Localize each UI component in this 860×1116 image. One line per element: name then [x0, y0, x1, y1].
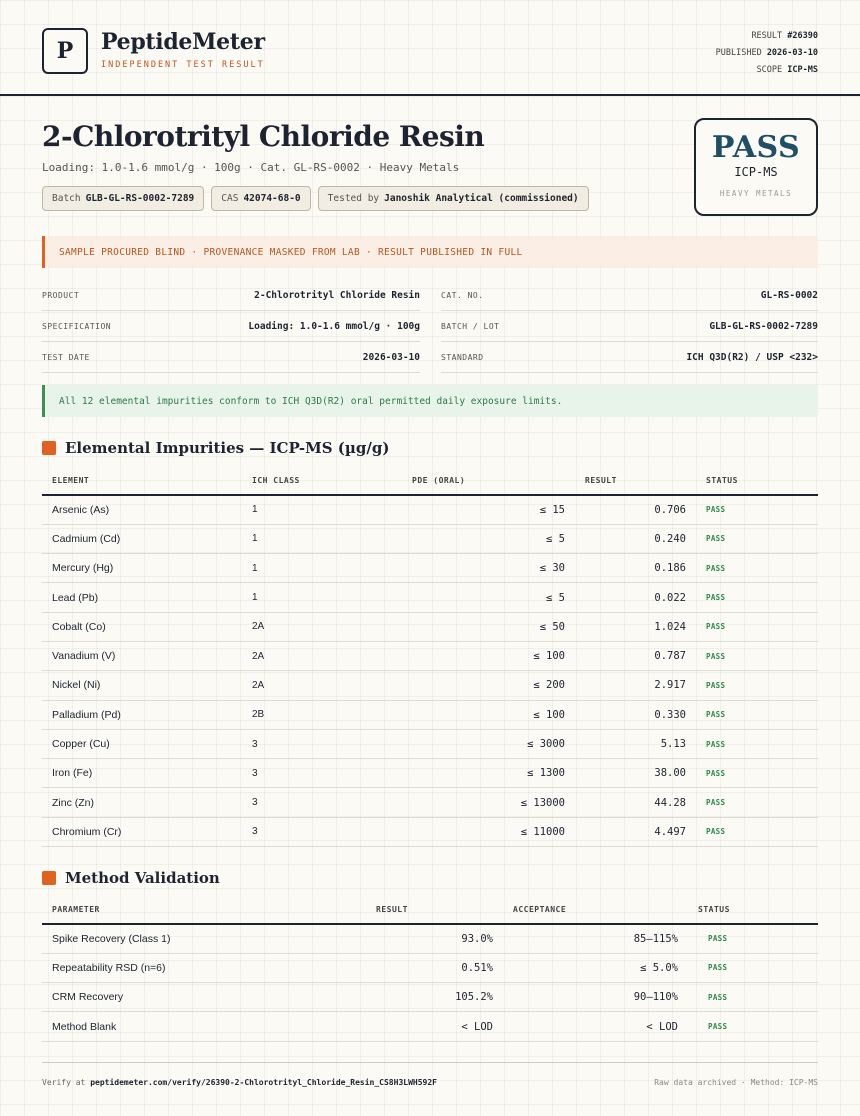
impurities-section-head [42, 439, 389, 457]
element-name: Cobalt (Co) [42, 612, 242, 641]
result-value: 0.186 [575, 554, 696, 583]
info-label: TEST DATE [42, 352, 90, 362]
table-row [42, 700, 818, 729]
result-id: #26390 [787, 31, 818, 41]
result-value: 38.00 [575, 759, 696, 788]
table-row [42, 759, 818, 788]
result-value: 93.0% [366, 924, 503, 953]
status-badge: PASS [696, 817, 818, 846]
col-status: STATUS [688, 896, 818, 924]
col-pde: PDE (ORAL) [402, 467, 575, 495]
table-row [42, 583, 818, 612]
status-badge: PASS [696, 641, 818, 670]
info-value: 2026-03-10 [362, 351, 420, 363]
verify-prefix: Verify at [42, 1078, 86, 1087]
ich-class: 2A [242, 641, 402, 670]
element-name: Zinc (Zn) [42, 788, 242, 817]
batch-chip [42, 186, 204, 211]
verify-line [42, 1078, 437, 1087]
badge-scope: HEAVY METALS [719, 189, 793, 198]
status-badge: PASS [696, 788, 818, 817]
scope-label: SCOPE [756, 65, 783, 75]
element-name: Chromium (Cr) [42, 817, 242, 846]
ich-class: 3 [242, 788, 402, 817]
table-row [42, 554, 818, 583]
table-row [42, 1012, 818, 1041]
info-label: STANDARD [441, 352, 484, 362]
validation-section-head [42, 869, 220, 887]
pde-limit: ≤ 30 [402, 554, 575, 583]
pde-limit: ≤ 100 [402, 700, 575, 729]
impurities-table [42, 467, 818, 847]
result-value: 2.917 [575, 671, 696, 700]
parameter-name: CRM Recovery [42, 983, 366, 1012]
ich-class: 3 [242, 759, 402, 788]
brand-tagline: INDEPENDENT TEST RESULT [101, 60, 265, 70]
table-row [42, 671, 818, 700]
result-value: 0.787 [575, 641, 696, 670]
table-row [42, 612, 818, 641]
pass-badge [694, 118, 818, 216]
info-value: ICH Q3D(R2) / USP <232> [686, 351, 818, 363]
table-row [42, 817, 818, 846]
validation-title: Method Validation [65, 869, 220, 887]
element-name: Vanadium (V) [42, 641, 242, 670]
col-result: RESULT [575, 467, 696, 495]
ich-class: 1 [242, 524, 402, 553]
table-header-row [42, 896, 818, 924]
pde-limit: ≤ 5 [402, 583, 575, 612]
table-row [42, 524, 818, 553]
product-subtitle: Loading: 1.0-1.6 mmol/g · 100g · Cat. GL-RS-0002 · Heavy Metals [42, 161, 460, 174]
published-label: PUBLISHED [715, 48, 762, 58]
status-badge: PASS [688, 1012, 818, 1041]
result-value: 1.024 [575, 612, 696, 641]
info-value: GLB-GL-RS-0002-7289 [709, 320, 818, 332]
col-status: STATUS [696, 467, 818, 495]
header-divider [0, 94, 860, 96]
info-row-standard [441, 342, 818, 373]
section-marker [42, 871, 56, 885]
status-badge: PASS [688, 924, 818, 953]
status-badge: PASS [696, 524, 818, 553]
result-meta [716, 28, 818, 79]
validation-table [42, 896, 818, 1042]
table-row [42, 641, 818, 670]
element-name: Iron (Fe) [42, 759, 242, 788]
result-value: 44.28 [575, 788, 696, 817]
chip-value: GLB-GL-RS-0002-7289 [85, 193, 195, 204]
col-element: ELEMENT [42, 467, 242, 495]
parameter-name: Repeatability RSD (n=6) [42, 953, 366, 982]
verdict: PASS [711, 130, 801, 165]
ich-class: 2A [242, 612, 402, 641]
chip-label: CAS [221, 193, 239, 204]
col-class: ICH CLASS [242, 467, 402, 495]
published-date: 2026-03-10 [766, 48, 818, 58]
chip-row [42, 186, 589, 211]
acceptance-range: < LOD [503, 1012, 688, 1041]
info-label: CAT. NO. [441, 290, 484, 300]
ich-class: 3 [242, 729, 402, 758]
col-acceptance: ACCEPTANCE [503, 896, 688, 924]
pde-limit: ≤ 1300 [402, 759, 575, 788]
col-result: RESULT [366, 896, 503, 924]
acceptance-range: 85–115% [503, 924, 688, 953]
section-marker [42, 441, 56, 455]
element-name: Mercury (Hg) [42, 554, 242, 583]
result-value: 0.51% [366, 953, 503, 982]
element-name: Nickel (Ni) [42, 671, 242, 700]
ich-class: 2A [242, 671, 402, 700]
provenance-notice: SAMPLE PROCURED BLIND · PROVENANCE MASKED FROM LAB · RESULT PUBLISHED IN FULL [42, 236, 818, 268]
col-parameter: PARAMETER [42, 896, 366, 924]
info-label: PRODUCT [42, 290, 80, 300]
logo-mark: P [42, 28, 88, 74]
table-row [42, 953, 818, 982]
info-label: BATCH / LOT [441, 321, 500, 331]
impurities-title: Elemental Impurities — ICP-MS (µg/g) [65, 439, 390, 457]
pde-limit: ≤ 11000 [402, 817, 575, 846]
ich-class: 1 [242, 554, 402, 583]
chip-label: Batch [52, 193, 81, 204]
info-value: 2-Chlorotrityl Chloride Resin [254, 289, 420, 301]
status-badge: PASS [696, 583, 818, 612]
result-value: 5.13 [575, 729, 696, 758]
table-header-row [42, 467, 818, 495]
scope-value: ICP-MS [787, 65, 818, 75]
result-value: < LOD [366, 1012, 503, 1041]
status-badge: PASS [696, 729, 818, 758]
pde-limit: ≤ 100 [402, 641, 575, 670]
status-badge: PASS [696, 700, 818, 729]
chip-value: 42074-68-0 [243, 193, 301, 204]
info-row-date [42, 342, 420, 373]
info-label: SPECIFICATION [42, 321, 112, 331]
element-name: Arsenic (As) [42, 495, 242, 524]
status-badge: PASS [696, 671, 818, 700]
footer-note: Raw data archived · Method: ICP-MS [654, 1078, 818, 1087]
chip-label: Tested by [327, 193, 380, 204]
status-badge: PASS [696, 759, 818, 788]
chip-value: Janoshik Analytical (commissioned) [384, 193, 579, 204]
element-name: Lead (Pb) [42, 583, 242, 612]
result-value: 0.240 [575, 524, 696, 553]
ich-class: 2B [242, 700, 402, 729]
status-badge: PASS [696, 612, 818, 641]
acceptance-range: 90–110% [503, 983, 688, 1012]
table-row [42, 788, 818, 817]
result-value: 0.706 [575, 495, 696, 524]
brand-name: PeptideMeter [101, 29, 265, 55]
status-badge: PASS [688, 953, 818, 982]
info-row-batch [441, 311, 818, 342]
pde-limit: ≤ 15 [402, 495, 575, 524]
status-badge: PASS [688, 983, 818, 1012]
info-value: GL-RS-0002 [760, 289, 818, 301]
status-badge: PASS [696, 554, 818, 583]
pde-limit: ≤ 200 [402, 671, 575, 700]
element-name: Cadmium (Cd) [42, 524, 242, 553]
table-row [42, 729, 818, 758]
verify-link[interactable]: peptidemeter.com/verify/26390-2-Chlorotrityl_Chloride_Resin_CS8H3LWH592F [90, 1078, 437, 1087]
table-row [42, 983, 818, 1012]
header [42, 28, 818, 78]
result-label: RESULT [751, 31, 783, 41]
info-row-cat [441, 280, 818, 311]
info-value: Loading: 1.0-1.6 mmol/g · 100g [248, 320, 420, 332]
result-value: 0.022 [575, 583, 696, 612]
pde-limit: ≤ 3000 [402, 729, 575, 758]
parameter-name: Spike Recovery (Class 1) [42, 924, 366, 953]
info-row-spec [42, 311, 420, 342]
result-value: 0.330 [575, 700, 696, 729]
table-row [42, 495, 818, 524]
parameter-name: Method Blank [42, 1012, 366, 1041]
acceptance-range: ≤ 5.0% [503, 953, 688, 982]
tested-by-chip [318, 186, 589, 211]
ich-class: 1 [242, 583, 402, 612]
status-badge: PASS [696, 495, 818, 524]
page-title: 2-Chlorotrityl Chloride Resin [42, 120, 485, 153]
result-value: 105.2% [366, 983, 503, 1012]
pde-limit: ≤ 50 [402, 612, 575, 641]
table-row [42, 924, 818, 953]
conformance-notice: All 12 elemental impurities conform to ICH Q3D(R2) oral permitted daily exposure limits. [42, 385, 818, 417]
pde-limit: ≤ 13000 [402, 788, 575, 817]
cas-chip [211, 186, 310, 211]
ich-class: 1 [242, 495, 402, 524]
element-name: Palladium (Pd) [42, 700, 242, 729]
badge-method: ICP-MS [734, 165, 778, 179]
result-value: 4.497 [575, 817, 696, 846]
info-row-product [42, 280, 420, 311]
pde-limit: ≤ 5 [402, 524, 575, 553]
footer-divider [42, 1062, 818, 1063]
ich-class: 3 [242, 817, 402, 846]
element-name: Copper (Cu) [42, 729, 242, 758]
